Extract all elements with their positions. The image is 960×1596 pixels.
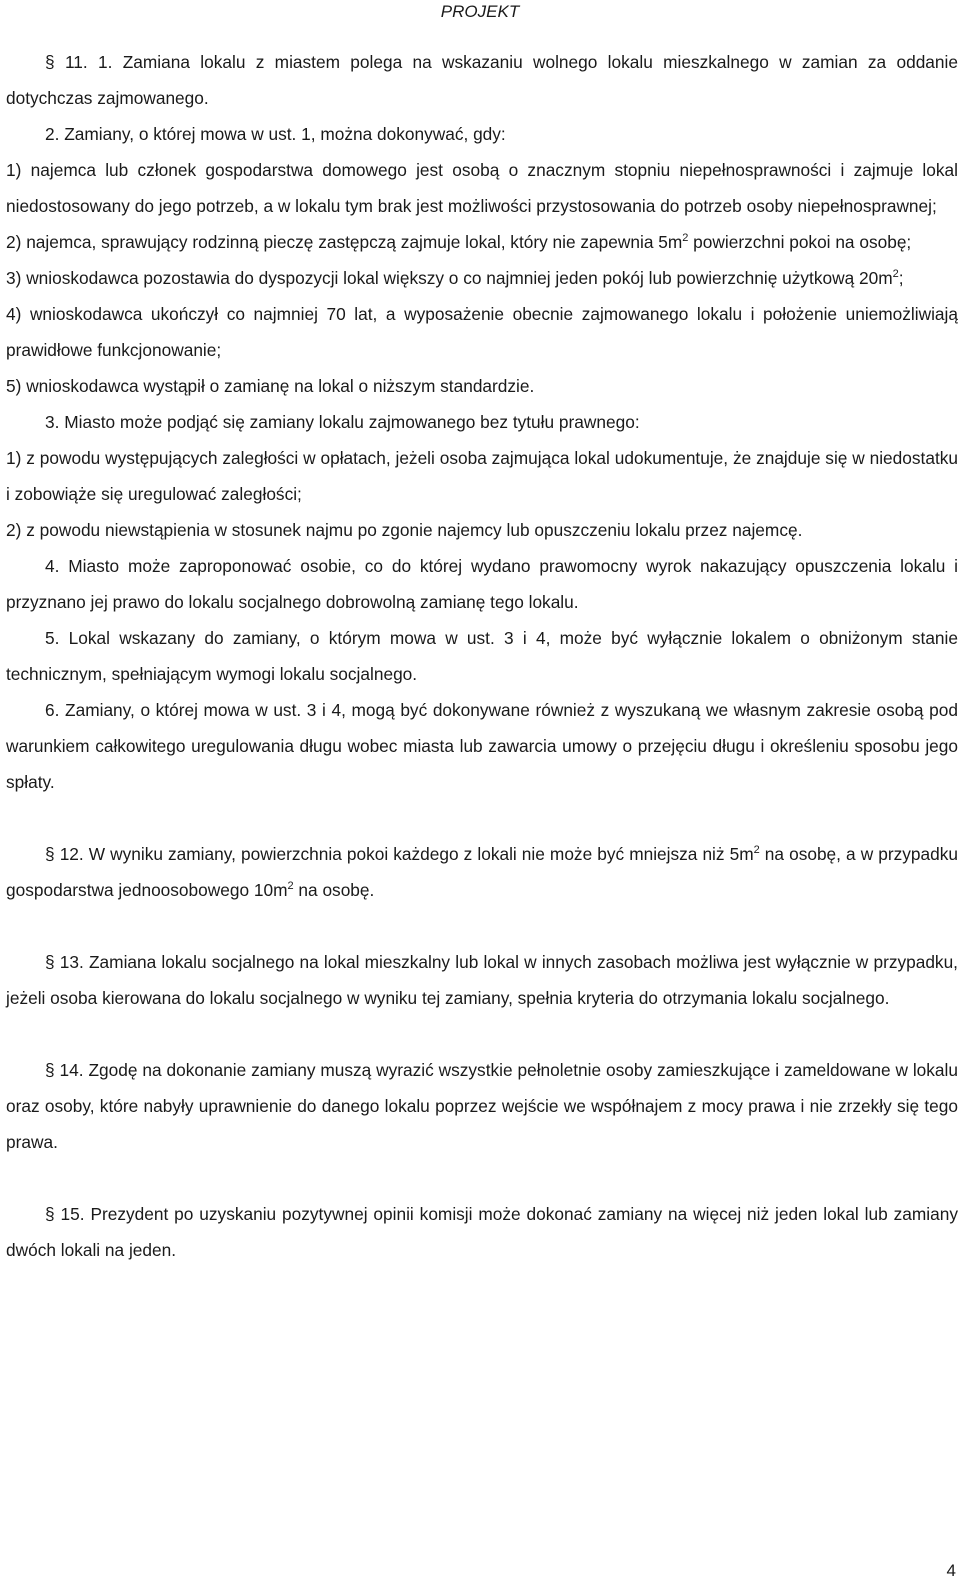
section-14	[6, 1052, 958, 1160]
section-symbol: §	[45, 844, 55, 864]
section-11-paragraph-1	[6, 44, 958, 116]
section-14-number: 14.	[59, 1060, 84, 1080]
item-text: powierzchni pokoi na osobę;	[688, 232, 912, 252]
section-12	[6, 836, 958, 908]
list-item	[6, 512, 958, 548]
section-11-paragraph-5	[6, 620, 958, 692]
item-number: 4)	[6, 304, 22, 324]
paragraph-text: Zamiany, o której mowa w ust. 1, można dokonywać, gdy:	[64, 124, 506, 144]
draft-header: PROJEKT	[440, 2, 520, 21]
paragraph-text: Zamiana lokalu z miastem polega na wskazaniu wolnego lokalu mieszkalnego w zamian za oddanie dotychczas zajmowanego.	[6, 52, 958, 108]
paragraph-text: Zamiana lokalu socjalnego na lokal mieszkalny lub lokal w innych zasobach możliwa jest wyłącznie w przypadku, jeżeli osoba kierowana do lokalu socjalnego w wyniku tej zamiany, spełnia kryteria do otrzymania lokalu socjalnego.	[6, 952, 958, 1008]
section-15	[6, 1196, 958, 1268]
superscript: 2	[682, 232, 689, 244]
page-number: 4	[946, 1561, 956, 1580]
superscript: 2	[892, 268, 899, 280]
list-item	[6, 152, 958, 224]
paragraph-text: na osobę.	[293, 880, 375, 900]
item-number: 2)	[6, 520, 22, 540]
item-text: najemca, sprawujący rodzinną pieczę zastępczą zajmuje lokal, który nie zapewnia 5m	[26, 232, 683, 252]
paragraph-number: 1.	[98, 52, 113, 72]
section-11-number: 11.	[64, 52, 88, 72]
item-text: wnioskodawca ukończył co najmniej 70 lat, a wyposażenie obecnie zajmowanego lokalu i położenie uniemożliwiają prawidłowe funkcjonowanie;	[6, 304, 958, 360]
paragraph-number: 2.	[45, 124, 60, 144]
item-text: najemca lub członek gospodarstwa domowego jest osobą o znacznym stopniu niepełnosprawności i zajmuje lokal niedostosowany do jego potrzeb, a w lokalu tym brak jest możliwości przystosowania do potrzeb osoby niepełnosprawnej;	[6, 160, 958, 216]
paragraph-number: 4.	[45, 556, 60, 576]
list-item	[6, 260, 958, 296]
paragraph-number: 5.	[45, 628, 60, 648]
item-number: 1)	[6, 448, 22, 468]
paragraph-text: Zamiany, o której mowa w ust. 3 i 4, mogą być dokonywane również z wyszukaną we własnym zakresie osobą pod warunkiem całkowitego uregulowania długu wobec miasta lub zawarcia umowy o przejęciu długu i określeniu sposobu jego spłaty.	[6, 700, 958, 792]
item-text: wnioskodawca pozostawia do dyspozycji lokal większy o co najmniej jeden pokój lub powierzchnię użytkową 20m	[26, 268, 893, 288]
item-number: 3)	[6, 268, 22, 288]
section-15-number: 15.	[60, 1204, 85, 1224]
paragraph-number: 3.	[45, 412, 60, 432]
paragraph-text: Miasto może podjąć się zamiany lokalu zajmowanego bez tytułu prawnego:	[64, 412, 640, 432]
list-item	[6, 296, 958, 368]
paragraph-text: Zgodę na dokonanie zamiany muszą wyrazić wszystkie pełnoletnie osoby zamieszkujące i zameldowane w lokalu oraz osoby, które nabyły uprawnienie do danego lokalu poprzez wejście we współnajem z mocy prawa i nie zrzekły się tego prawa.	[6, 1060, 958, 1152]
paragraph-text: W wyniku zamiany, powierzchnia pokoi każdego z lokali nie może być mniejsza niż 5m	[88, 844, 754, 864]
section-11-paragraph-3	[6, 404, 958, 440]
paragraph-text: Prezydent po uzyskaniu pozytywnej opinii komisji może dokonać zamiany na więcej niż jeden lokal lub zamiany dwóch lokali na jeden.	[6, 1204, 958, 1260]
section-11-paragraph-6	[6, 692, 958, 800]
section-symbol: §	[45, 1204, 55, 1224]
paragraph-text: na osobę, a w przypadku gospodarstwa jednoosobowego 10m	[6, 844, 958, 900]
item-text: z powodu niewstąpienia w stosunek najmu po zgonie najemcy lub opuszczeniu lokalu przez najemcę.	[26, 520, 803, 540]
item-text: ;	[898, 268, 904, 288]
section-13	[6, 944, 958, 1016]
section-symbol: §	[45, 1060, 55, 1080]
superscript: 2	[753, 844, 760, 856]
paragraph-number: 6.	[45, 700, 60, 720]
section-11-paragraph-4	[6, 548, 958, 620]
section-12-number: 12.	[59, 844, 84, 864]
section-symbol: §	[45, 952, 55, 972]
item-text: wnioskodawca wystąpił o zamianę na lokal o niższym standardzie.	[26, 376, 535, 396]
list-item	[6, 440, 958, 512]
paragraph-text: Lokal wskazany do zamiany, o którym mowa w ust. 3 i 4, może być wyłącznie lokalem o obniżonym stanie technicznym, spełniającym wymogi lokalu socjalnego.	[6, 628, 958, 684]
section-symbol: §	[45, 52, 55, 72]
item-number: 1)	[6, 160, 22, 180]
list-item	[6, 368, 958, 404]
item-number: 2)	[6, 232, 22, 252]
document-body	[6, 44, 958, 1268]
item-text: z powodu występujących zaległości w opłatach, jeżeli osoba zajmująca lokal udokumentuje, że znajduje się w niedostatku i zobowiąże się uregulować zaległości;	[6, 448, 958, 504]
section-13-number: 13.	[59, 952, 84, 972]
paragraph-text: Miasto może zaproponować osobie, co do której wydano prawomocny wyrok nakazujący opuszczenia lokalu i przyznano jej prawo do lokalu socjalnego dobrowolną zamianę tego lokalu.	[6, 556, 958, 612]
superscript: 2	[287, 880, 294, 892]
list-item	[6, 224, 958, 260]
section-11-paragraph-2	[6, 116, 958, 152]
item-number: 5)	[6, 376, 22, 396]
